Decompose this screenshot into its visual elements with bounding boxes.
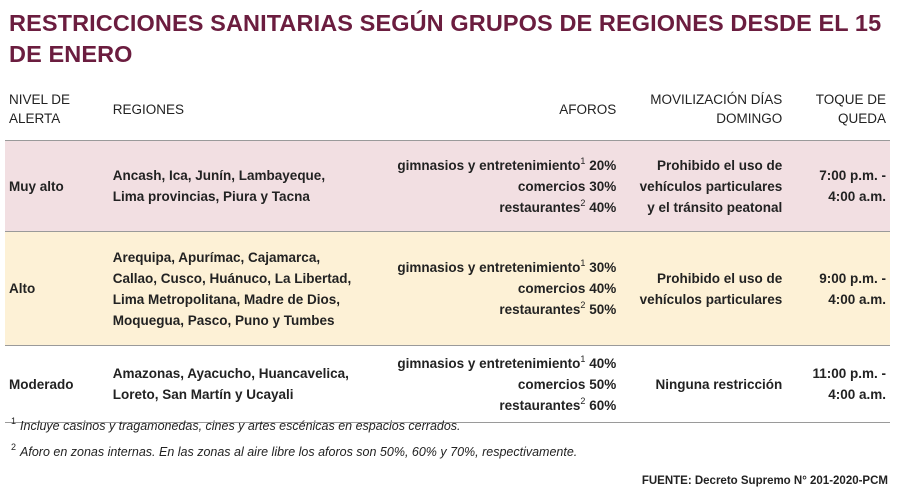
toque-cell: 9:00 p.m. - 4:00 a.m. (786, 232, 890, 346)
aforos-cell (366, 346, 620, 423)
regiones-cell: Amazonas, Ayacucho, Huancavelica, Loreto, San Martín y Ucayali (109, 346, 366, 423)
header-nivel: NIVEL DE ALERTA (5, 88, 109, 141)
aforo-restaurantes: restaurantes$^2$ 60% (499, 395, 617, 413)
restrictions-table (5, 88, 890, 423)
aforo-restaurantes: restaurantes$^2$ 40% (499, 197, 617, 215)
aforo-comercios: comercios 50% (517, 376, 617, 392)
movilizacion-cell: Prohibido el uso de vehículos particulares (620, 232, 786, 346)
regiones-cell: Ancash, Ica, Junín, Lambayeque, Lima provincias, Piura y Tacna (109, 141, 366, 232)
aforo-comercios: comercios 40% (517, 281, 617, 296)
toque-cell: 11:00 p.m. - 4:00 a.m. (786, 346, 890, 423)
footnotes (11, 417, 881, 469)
aforos-cell (366, 232, 620, 346)
aforo-gimnasios: gimnasios y entretenimiento$^1$ 40% (397, 353, 617, 371)
nivel-cell: Moderado (5, 346, 109, 423)
header-regiones: REGIONES (109, 88, 366, 141)
footnote-2: $^2$ Aforo en zonas internas. En las zonas al aire libre los aforos son 50%, 60% y 70%, respectivamente. (11, 442, 578, 459)
table-row (5, 141, 890, 232)
header-toque: TOQUE DE QUEDA (786, 88, 890, 141)
footnote-1: $^1$ Incluye casinos y tragamonedas, cines y artes escénicas en espacios cerrados. (11, 416, 461, 433)
header-movilizacion: MOVILIZACIÓN DÍAS DOMINGO (620, 88, 786, 141)
header-aforos: AFOROS (366, 88, 620, 141)
aforo-restaurantes: restaurantes$^2$ 50% (499, 300, 617, 317)
table-row (5, 232, 890, 346)
regiones-cell: Arequipa, Apurímac, Cajamarca, Callao, Cusco, Huánuco, La Libertad, Lima Metropolitana, Madre de Dios, Moquegua, Pasco, Puno y Tumbes (109, 232, 366, 346)
page-title: RESTRICCIONES SANITARIAS SEGÚN GRUPOS DE REGIONES DESDE EL 15 DE ENERO (9, 10, 882, 67)
table-header-row (5, 88, 890, 141)
movilizacion-cell: Ninguna restricción (620, 346, 786, 423)
aforo-gimnasios: gimnasios y entretenimiento$^1$ 30% (397, 258, 617, 275)
aforos-cell (366, 141, 620, 232)
nivel-cell: Muy alto (5, 141, 109, 232)
aforo-comercios: comercios 30% (517, 178, 617, 194)
toque-cell: 7:00 p.m. - 4:00 a.m. (786, 141, 890, 232)
movilizacion-cell: Prohibido el uso de vehículos particulares y el tránsito peatonal (620, 141, 786, 232)
source-credit: FUENTE: Decreto Supremo N° 201-2020-PCM (641, 475, 888, 487)
table-row (5, 346, 890, 423)
aforo-gimnasios: gimnasios y entretenimiento$^1$ 20% (397, 155, 617, 173)
nivel-cell: Alto (5, 232, 109, 346)
